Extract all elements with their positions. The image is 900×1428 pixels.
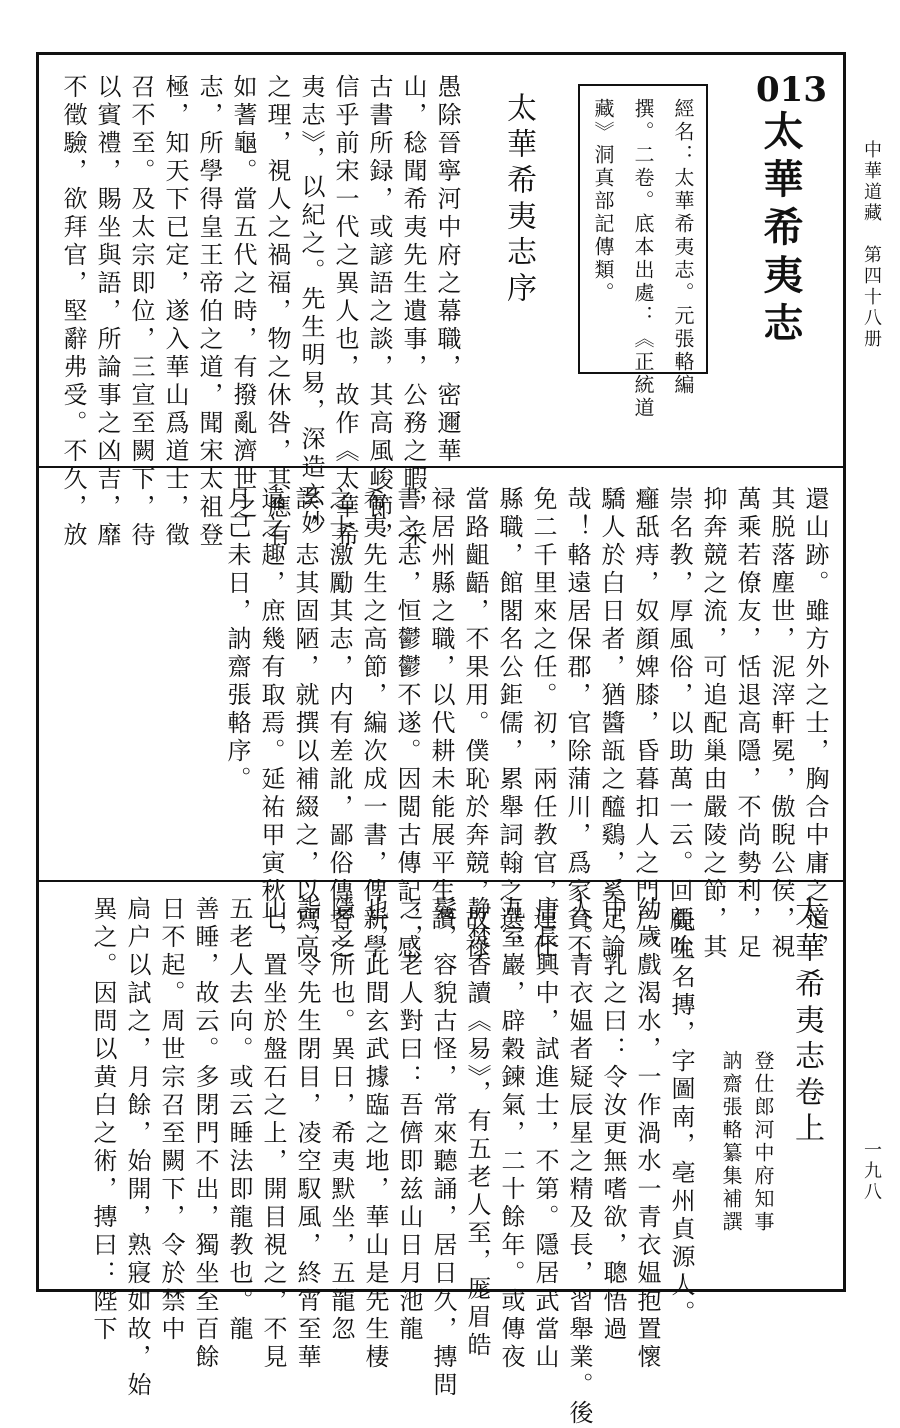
text-column: 縣職，館閣名公鉅儒，累舉詞翰之選， [495,486,523,962]
text-column: 中，乳之曰：令汝更無嗜欲，聰悟過 [599,896,627,1344]
text-column: 抑奔競之流，可追配巢由嚴陵之節，其 [699,486,727,962]
preface-title: 太華希夷志序 [501,92,536,308]
text-column: 書之志，恒鬱鬱不遂。因閲古傳記，感 [393,486,421,962]
text-column: 幼歲戲渴水，一作渦水一青衣媪抱置懷 [633,896,661,1372]
info-line: 經名：太華希夷志。元張輅編 [671,98,695,397]
scripture-title: 太華希夷志 [757,110,804,350]
text-column: 之士激勵其志，内有差訛，鄙俗傳者之 [325,486,353,962]
text-column: 髮，容貌古怪，常來聽誦，居日久，摶問 [429,896,457,1400]
text-column: 當路齟齬，不果用。僕恥於奔競，故禄 [461,486,489,962]
text-column: 山，置坐於盤石之上，開目視之，不見 [259,896,287,1372]
text-column: 免二千里來之任。初，兩任教官，連仕 [529,486,557,962]
volume-title: 太華希夷志卷上 [789,896,824,1148]
text-column: 崇名教，厚風俗，以助萬一云。回顧吮 [665,486,693,962]
text-column: 癰舐痔，奴顔婢膝，昏暮扣人之門户， [631,486,659,962]
info-line: 藏》洞真部記傳類。 [591,98,615,305]
scripture-info-box [578,84,708,420]
text-column: 召不至。及太宗即位，三宣至闕下，待 [127,74,155,550]
text-column: 哉！輅遠居保郡，官除蒲川，爲家貧不 [563,486,591,962]
page-number: 一九八 [861,1140,882,1203]
text-column: 山，稔聞希夷先生遺事，公務之暇，采 [399,74,427,550]
text-column: 其脱落塵世，泥滓軒冕，傲睨公侯，視 [767,486,795,962]
text-column: 詣，令先生閉目，凌空馭風，終宵至華 [293,896,321,1372]
text-column: 驕人於白日者，猶醬瓿之醯鷄，奚足論 [597,486,625,962]
text-column: 人。青衣媪者疑辰星之精及長，習舉業。後 [565,896,593,1428]
text-column: 日不起。周世宗召至闕下，令於禁中 [157,896,185,1344]
text-column: 扃户以試之，月餘，始開，熟寢如故，始 [123,896,151,1400]
text-column: 遠之趣，庶幾有取焉。延祐甲寅秋七 [257,486,285,934]
text-column: 異之。因問以黄白之術，摶曰：陛下 [89,896,117,1344]
text-column: 静焚香讀《易》，有五老人至，厖眉皓 [463,896,491,1360]
text-column: 古書所録，或諺語之談，其高風峻節， [365,74,393,550]
text-column: 希夷先生之高節，編次成一書，俾新學 [359,486,387,962]
text-column: 以賓禮，賜坐與語，所論事之凶吉，靡 [93,74,121,550]
text-column: 不徵驗，欲拜官，堅辭弗受。不久，放 [59,74,87,550]
text-column: 也，此間玄武據臨之地，華山是先生棲 [361,896,389,1372]
text-column: 萬乘若僚友，恬退高隱，不尚勢利，足 [733,486,761,962]
text-column: 禄居州縣之職，以代耕未能展平生讀 [427,486,455,934]
text-column: 極，知天下已定，遂入華山爲道士，徵 [161,74,189,550]
author-line: 訥齋張輅纂集補譔 [719,1050,743,1234]
text-column: 先生名摶，字圖南，亳州貞源人。 [667,908,695,1328]
text-column: 之，老人對曰：吾儕即兹山日月池龍 [395,896,423,1344]
text-column: 善睡，故云。多閉門不出，獨坐至百餘 [191,896,219,1372]
text-column: 如蓍龜。當五代之時，有撥亂濟世之 [229,74,257,522]
text-column: 唐長興中，試進士，不第。隱居武當山 [531,896,559,1372]
text-column: 之理，視人之禍福，物之休咎，其應有 [263,74,291,550]
text-column: 九室巖，辟穀鍊氣，二十餘年。或傳夜 [497,896,525,1372]
text-column: 月己未日，訥齋張輅序。 [223,486,251,794]
text-column: 信乎前宋一代之異人也，故作《太華希 [331,74,359,550]
text-column: 志，所學得皇王帝伯之道，聞宋太祖登 [195,74,223,550]
text-column: 五老人去向。或云睡法即龍教也。龍 [225,896,253,1344]
author-line: 登仕郎河中府知事 [751,1050,775,1234]
text-column: 夷志》，以紀之。先生明易，深造玄妙 [297,74,325,538]
text-number: 013 [756,70,827,110]
text-column: 愚除晉寧河中府之幕職，密邇華 [433,74,461,466]
text-column: 還山跡。雖方外之士，胸合中庸之道， [801,486,829,962]
text-column: 誤，志其固陋，就撰以補綴之，以寫高 [291,486,319,962]
collection-label: 中華道藏 第四十八册 [861,140,882,350]
info-line: 撰。二卷。底本出處：《正統道 [631,98,655,420]
text-column: 隱之所也。異日，希夷默坐，五龍忽 [327,896,355,1344]
